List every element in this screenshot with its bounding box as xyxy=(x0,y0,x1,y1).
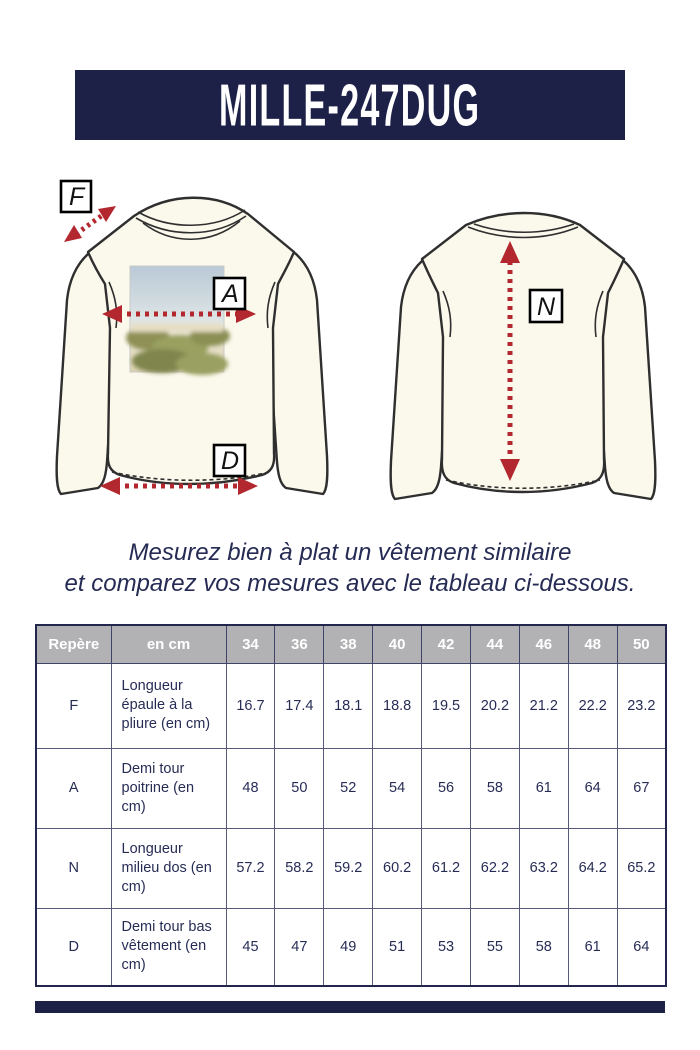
header-size-40: 40 xyxy=(373,625,422,663)
label-a xyxy=(214,278,245,309)
cell-d-36: 47 xyxy=(275,908,324,986)
row-a-code: A xyxy=(36,748,111,828)
cell-n-48: 64.2 xyxy=(568,828,617,908)
label-f xyxy=(61,181,91,212)
cell-a-34: 48 xyxy=(226,748,275,828)
cell-n-34: 57.2 xyxy=(226,828,275,908)
cell-a-42: 56 xyxy=(422,748,471,828)
row-d-label: Demi tour bas vêtement (en cm) xyxy=(111,908,226,986)
cell-f-48: 22.2 xyxy=(568,663,617,748)
label-n-letter: N xyxy=(537,293,556,321)
cell-n-46: 63.2 xyxy=(519,828,568,908)
cell-d-38: 49 xyxy=(324,908,373,986)
front-garment-diagram xyxy=(42,178,342,523)
cell-d-40: 51 xyxy=(373,908,422,986)
cell-f-46: 21.2 xyxy=(519,663,568,748)
size-table-header-row xyxy=(36,625,666,663)
header-en-cm: en cm xyxy=(111,625,226,663)
header-size-48: 48 xyxy=(568,625,617,663)
instructions-line1: Mesurez bien à plat un vêtement similaire xyxy=(128,539,572,566)
header-size-46: 46 xyxy=(519,625,568,663)
row-d-code: D xyxy=(36,908,111,986)
cell-a-48: 64 xyxy=(568,748,617,828)
back-garment-diagram xyxy=(378,193,668,523)
label-d xyxy=(214,445,245,476)
cell-n-50: 65.2 xyxy=(617,828,666,908)
size-table xyxy=(35,624,667,987)
table-row-a xyxy=(36,748,666,828)
cell-n-44: 62.2 xyxy=(470,828,519,908)
label-f-letter: F xyxy=(69,183,85,211)
cell-n-38: 59.2 xyxy=(324,828,373,908)
cell-a-50: 67 xyxy=(617,748,666,828)
cell-n-40: 60.2 xyxy=(373,828,422,908)
cell-f-42: 19.5 xyxy=(422,663,471,748)
cell-f-50: 23.2 xyxy=(617,663,666,748)
header-size-50: 50 xyxy=(617,625,666,663)
row-n-label: Longueur milieu dos (en cm) xyxy=(111,828,226,908)
label-n xyxy=(530,290,562,322)
cell-d-44: 55 xyxy=(470,908,519,986)
table-row-d xyxy=(36,908,666,986)
cell-f-34: 16.7 xyxy=(226,663,275,748)
cell-d-48: 61 xyxy=(568,908,617,986)
label-a-letter: A xyxy=(222,280,239,308)
cell-a-38: 52 xyxy=(324,748,373,828)
back-body xyxy=(422,213,624,492)
cell-a-40: 54 xyxy=(373,748,422,828)
cell-f-38: 18.1 xyxy=(324,663,373,748)
label-d-letter: D xyxy=(221,447,240,475)
cell-n-42: 61.2 xyxy=(422,828,471,908)
title-banner xyxy=(75,70,625,140)
header-size-38: 38 xyxy=(324,625,373,663)
row-f-label: Longueur épaule à la pliure (en cm) xyxy=(111,663,226,748)
cell-a-44: 58 xyxy=(470,748,519,828)
table-row-f xyxy=(36,663,666,748)
cell-a-46: 61 xyxy=(519,748,568,828)
cell-n-36: 58.2 xyxy=(275,828,324,908)
cell-f-44: 20.2 xyxy=(470,663,519,748)
cell-d-50: 64 xyxy=(617,908,666,986)
header-size-44: 44 xyxy=(470,625,519,663)
cell-a-36: 50 xyxy=(275,748,324,828)
row-a-label: Demi tour poitrine (en cm) xyxy=(111,748,226,828)
cell-f-36: 17.4 xyxy=(275,663,324,748)
instructions-line2: et comparez vos mesures avec le tableau ci-dessous. xyxy=(64,570,636,597)
header-size-36: 36 xyxy=(275,625,324,663)
row-n-code: N xyxy=(36,828,111,908)
cell-d-46: 58 xyxy=(519,908,568,986)
header-size-34: 34 xyxy=(226,625,275,663)
product-title: MILLE-247DUG xyxy=(219,71,481,139)
footer-accent-bar xyxy=(35,1001,665,1013)
header-repere: Repère xyxy=(36,625,111,663)
cell-d-34: 45 xyxy=(226,908,275,986)
cell-f-40: 18.8 xyxy=(373,663,422,748)
table-row-n xyxy=(36,828,666,908)
measure-instructions xyxy=(0,537,700,599)
cell-d-42: 53 xyxy=(422,908,471,986)
header-size-42: 42 xyxy=(422,625,471,663)
row-f-code: F xyxy=(36,663,111,748)
